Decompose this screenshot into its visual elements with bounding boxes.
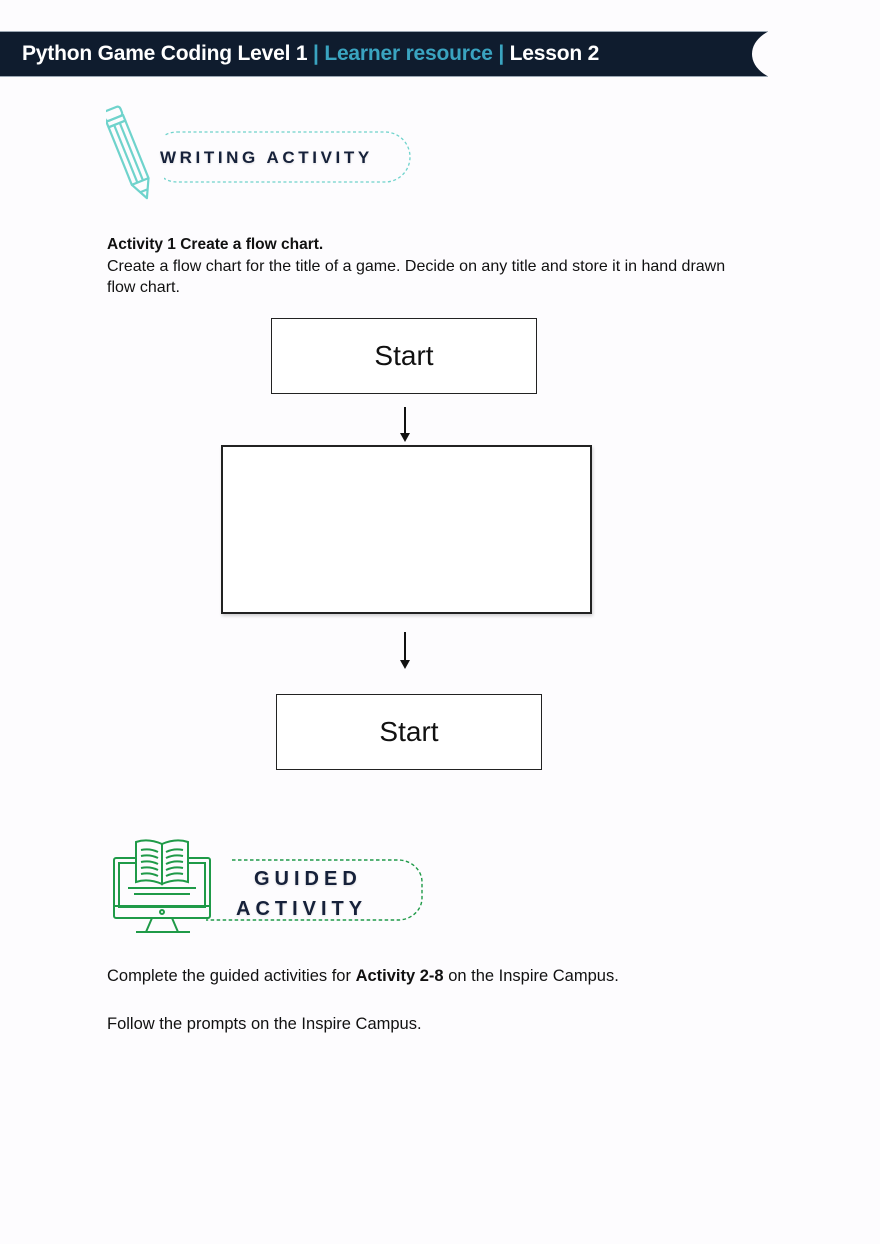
writing-activity-badge <box>106 104 416 206</box>
flowchart-start-node <box>271 318 537 394</box>
banner-notch <box>752 26 832 82</box>
course-title: Python Game Coding Level 1 <box>22 42 308 65</box>
lesson-label: Lesson 2 <box>509 42 600 65</box>
guided-activity-badge <box>108 836 428 936</box>
follow-prompts-text: Follow the prompts on the Inspire Campus. <box>107 1015 422 1033</box>
activity-title: Activity 1 Create a flow chart. <box>107 236 324 253</box>
flowchart-process-node <box>221 445 592 614</box>
arrow-down-icon <box>399 632 411 670</box>
resource-label: Learner resource <box>324 42 493 65</box>
header-separator: | <box>307 42 325 65</box>
guided-instruction <box>107 967 619 986</box>
guided-label-line2: ACTIVITY <box>236 898 368 920</box>
activity-range: Activity 2-8 <box>355 967 444 985</box>
header-banner <box>0 31 768 77</box>
instruction-text: Complete the guided activities for <box>107 967 356 985</box>
node-label: Start <box>374 340 434 371</box>
header-title <box>22 32 599 78</box>
activity-description: Create a flow chart for the title of a game. Decide on any title and store it in hand drawn flow chart. <box>107 258 726 296</box>
arrow-down-icon <box>399 407 411 443</box>
header-separator: | <box>492 42 510 65</box>
node-label: Start <box>379 716 439 747</box>
writing-activity-label: WRITING ACTIVITY <box>160 148 373 167</box>
flowchart-end-node <box>276 694 542 770</box>
instruction-text: on the Inspire Campus. <box>443 967 619 985</box>
guided-label-line1: GUIDED <box>254 868 362 890</box>
